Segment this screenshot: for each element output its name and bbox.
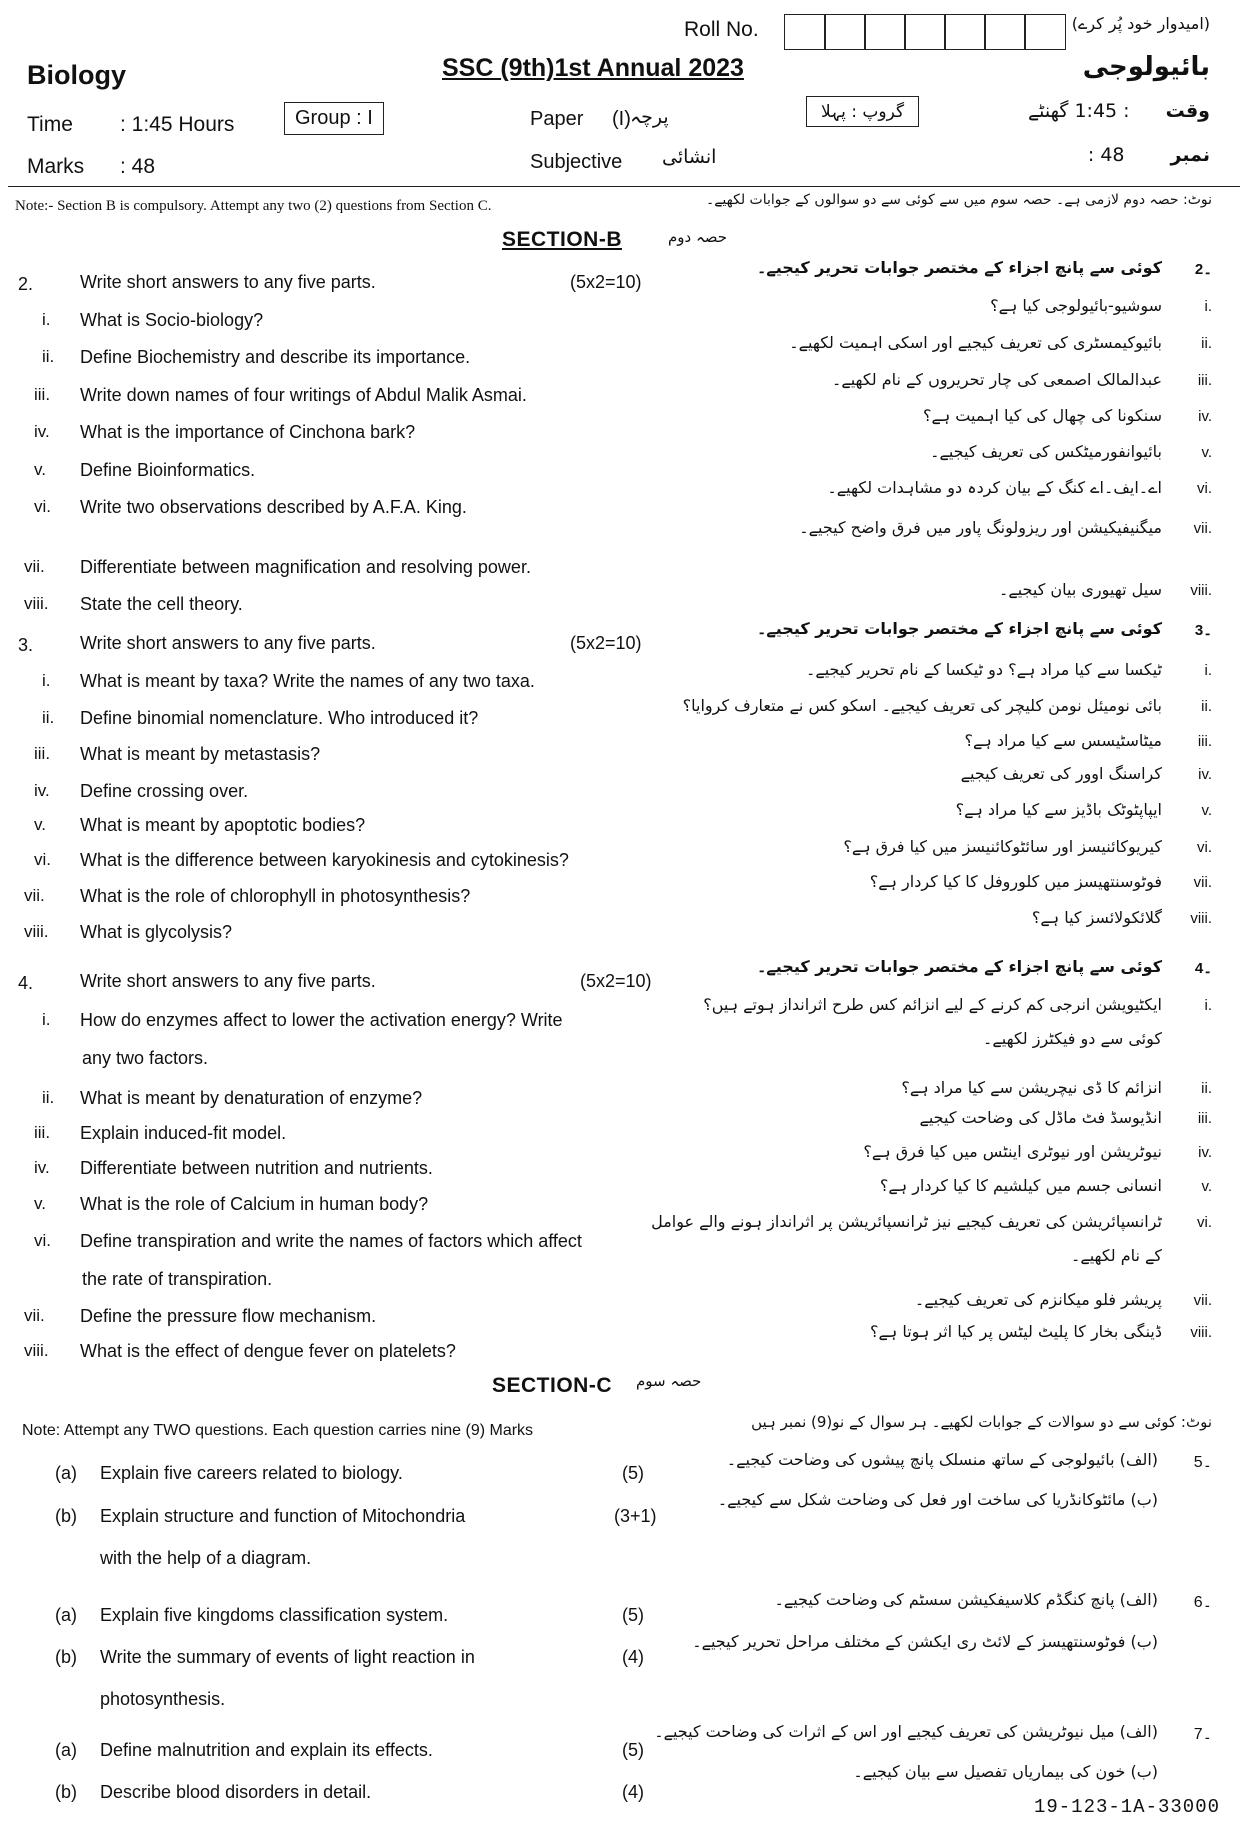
part-text: State the cell theory. xyxy=(80,594,243,614)
part-roman: iii. xyxy=(34,1123,51,1142)
part-label: (a) xyxy=(55,1740,77,1760)
part-roman: vii. xyxy=(24,557,45,576)
part-roman: v. xyxy=(34,460,46,479)
roll-no-cell[interactable] xyxy=(944,14,986,50)
question-instruction: Write short answers to any five parts. xyxy=(80,272,376,292)
time-ur xyxy=(1028,100,1210,122)
part-text-ur: فوٹوسنتھیسز میں کلوروفل کا کیا کردار ہے؟ xyxy=(869,872,1162,891)
part-text-ur: میٹاسٹیسس سے کیا مراد ہے؟ xyxy=(964,731,1162,750)
part-text-ur: اے۔ایف۔اے کنگ کے بیان کردہ دو مشاہدات لکھیے۔ xyxy=(827,478,1162,497)
part-roman-ur: viii. xyxy=(1190,1324,1212,1341)
part-roman: v. xyxy=(34,815,46,834)
roll-no-cell[interactable] xyxy=(984,14,1026,50)
part-text-continued: the rate of transpiration. xyxy=(82,1269,273,1289)
part-roman: ii. xyxy=(42,708,55,727)
question-instruction-ur: کوئی سے پانچ اجزاء کے مختصر جوابات تحریر کیجیے۔ xyxy=(757,619,1162,638)
exam-title: SSC (9th)1st Annual 2023 xyxy=(442,54,744,82)
part-text: What is meant by denaturation of enzyme? xyxy=(80,1088,423,1108)
part-label: (a) xyxy=(55,1605,77,1625)
part-roman-ur: ii. xyxy=(1201,335,1212,352)
time-value: : 1:45 Hours xyxy=(120,113,235,136)
question-instruction-ur: کوئی سے پانچ اجزاء کے مختصر جوابات تحریر کیجیے۔ xyxy=(757,957,1162,976)
part-text-ur-continued: کوئی سے دو فیکٹرز لکھیے۔ xyxy=(982,1029,1162,1048)
part-text: Write two observations described by A.F.A. King. xyxy=(80,497,467,517)
part-roman: i. xyxy=(42,1010,51,1029)
part-roman-ur: v. xyxy=(1201,1178,1212,1195)
part-roman-ur: i. xyxy=(1204,662,1212,679)
roll-no-cell[interactable] xyxy=(784,14,826,50)
part-text-ur: نیوٹریشن اور نیوٹری اینٹس میں کیا فرق ہے؟ xyxy=(863,1142,1162,1161)
part-marks: (3+1) xyxy=(614,1506,657,1526)
part-roman: iii. xyxy=(34,744,51,763)
section-c-title: SECTION-C xyxy=(492,1374,612,1397)
part-text-continued: with the help of a diagram. xyxy=(100,1548,312,1568)
part-text-ur: پریشر فلو میکانزم کی تعریف کیجیے۔ xyxy=(914,1290,1162,1309)
part-roman: vi. xyxy=(34,497,51,516)
part-text: Describe blood disorders in detail. xyxy=(100,1782,372,1802)
time-ur-label: وقت xyxy=(1165,100,1210,122)
marks-ur-label: نمبر xyxy=(1170,144,1210,166)
part-roman-ur: iii. xyxy=(1197,1110,1212,1127)
question-number: 3. xyxy=(18,635,34,655)
part-text-ur: بائیوکیمسٹری کی تعریف کیجیے اور اسکی اہمیت لکھیے۔ xyxy=(789,333,1162,352)
part-label: (b) xyxy=(55,1782,77,1802)
part-text-ur: عبدالمالک اصمعی کی چار تحریروں کے نام لکھیے۔ xyxy=(831,370,1162,389)
group-box-ur: گروپ : پہلا xyxy=(806,96,919,127)
part-text: What is meant by metastasis? xyxy=(80,744,321,764)
part-text: What is the role of chlorophyll in photosynthesis? xyxy=(80,886,471,906)
part-text-ur: انڈیوسڈ فٹ ماڈل کی وضاحت کیجیے xyxy=(919,1108,1162,1127)
part-roman-ur: vi. xyxy=(1197,1214,1212,1231)
part-roman: iv. xyxy=(34,422,50,441)
part-text: Define binomial nomenclature. Who introduced it? xyxy=(80,708,479,728)
part-roman-ur: iii. xyxy=(1197,372,1212,389)
part-text-ur: انزائم کا ڈی نیچریشن سے کیا مراد ہے؟ xyxy=(901,1078,1162,1097)
part-text: Define the pressure flow mechanism. xyxy=(80,1306,377,1326)
question-number-ur: 4۔ xyxy=(1194,960,1212,977)
part-roman-ur: ii. xyxy=(1201,1080,1212,1097)
part-text-ur: سوشیو-بائیولوجی کیا ہے؟ xyxy=(990,296,1162,315)
part-text: Differentiate between magnification and resolving power. xyxy=(80,557,531,577)
part-text: Define transpiration and write the names of factors which affect xyxy=(80,1231,582,1251)
part-label: (b) xyxy=(55,1506,77,1526)
part-text-ur: ڈینگی بخار کا پلیٹ لیٹس پر کیا اثر ہوتا ہے؟ xyxy=(870,1322,1162,1341)
part-roman: ii. xyxy=(42,1088,55,1107)
part-roman-ur: iv. xyxy=(1198,1144,1212,1161)
section-c-note-ur: نوٹ: کوئی سے دو سوالات کے جوابات لکھیے۔ ہر سوال کے نو(9) نمبر ہیں xyxy=(751,1413,1212,1431)
roll-no-cell[interactable] xyxy=(864,14,906,50)
question-number-ur: 2۔ xyxy=(1194,261,1212,278)
part-roman: viii. xyxy=(24,594,49,613)
part-roman-ur: v. xyxy=(1201,802,1212,819)
part-roman-ur: viii. xyxy=(1190,582,1212,599)
part-roman: iv. xyxy=(34,781,50,800)
subjective-label: Subjective xyxy=(530,151,623,173)
question-number-ur: 5۔ xyxy=(1193,1454,1212,1471)
roll-no-cell[interactable] xyxy=(824,14,866,50)
question-marks: (5x2=10) xyxy=(570,633,642,653)
subject-title-ur: بائیولوجی xyxy=(1082,52,1210,82)
part-text-ur: کراسنگ اوور کی تعریف کیجیے xyxy=(960,764,1162,783)
part-text-ur: (الف) میل نیوٹریشن کی تعریف کیجیے اور اس کے اثرات کی وضاحت کیجیے۔ xyxy=(654,1722,1158,1741)
part-text-ur: (ب) خون کی بیماریاں تفصیل سے بیان کیجیے۔ xyxy=(853,1762,1158,1781)
part-text: What is the importance of Cinchona bark? xyxy=(80,422,416,442)
question-number-ur: 3۔ xyxy=(1194,622,1212,639)
marks-value: : 48 xyxy=(120,155,156,178)
part-roman-ur: i. xyxy=(1204,997,1212,1014)
part-roman-ur: v. xyxy=(1201,444,1212,461)
part-roman: iii. xyxy=(34,385,51,404)
part-roman-ur: viii. xyxy=(1190,910,1212,927)
part-marks: (5) xyxy=(622,1740,644,1760)
part-text-ur: ایپاپٹوٹک باڈیز سے کیا مراد ہے؟ xyxy=(955,800,1162,819)
part-text: How do enzymes affect to lower the activation energy? Write xyxy=(80,1010,563,1030)
marks-ur-value: 48 : xyxy=(1087,144,1125,166)
part-marks: (4) xyxy=(622,1782,644,1802)
part-text: Explain structure and function of Mitochondria xyxy=(100,1506,466,1526)
roll-no-cell[interactable] xyxy=(1024,14,1066,50)
part-roman: viii. xyxy=(24,1341,49,1360)
section-c-note: Note: Attempt any TWO questions. Each question carries nine (9) Marks xyxy=(22,1422,534,1439)
roll-no-cell[interactable] xyxy=(904,14,946,50)
part-text-ur: ایکٹیویشن انرجی کم کرنے کے لیے انزائم کس طرح اثرانداز ہوتے ہیں؟ xyxy=(703,995,1162,1014)
part-text-continued: photosynthesis. xyxy=(100,1689,226,1709)
part-text-ur: ٹیکسا سے کیا مراد ہے؟ دو ٹیکسا کے نام تحریر کیجیے۔ xyxy=(805,660,1162,679)
part-roman: ii. xyxy=(42,347,55,366)
header-divider xyxy=(8,186,1240,187)
question-number: 4. xyxy=(18,973,34,993)
part-marks: (5) xyxy=(622,1605,644,1625)
note-ur: نوٹ: حصہ دوم لازمی ہے۔ حصہ سوم میں سے کوئی سے دو سوالوں کے جوابات لکھیے۔ xyxy=(706,192,1212,208)
footer-code: 19-123-1A-33000 xyxy=(1033,1796,1220,1818)
part-roman: vi. xyxy=(34,850,51,869)
part-roman: i. xyxy=(42,310,51,329)
part-text: What is the effect of dengue fever on platelets? xyxy=(80,1341,456,1361)
part-label: (b) xyxy=(55,1647,77,1667)
part-text: What is Socio-biology? xyxy=(80,310,264,330)
part-roman: vii. xyxy=(24,886,45,905)
part-text: What is the difference between karyokinesis and cytokinesis? xyxy=(80,850,569,870)
part-text: Define crossing over. xyxy=(80,781,249,801)
part-label: (a) xyxy=(55,1463,77,1483)
part-text: What is meant by taxa? Write the names of any two taxa. xyxy=(80,671,535,691)
paper-value: (I) xyxy=(612,108,631,130)
part-text: Differentiate between nutrition and nutrients. xyxy=(80,1158,433,1178)
question-instruction: Write short answers to any five parts. xyxy=(80,971,376,991)
part-text: Write the summary of events of light reaction in xyxy=(100,1647,475,1667)
part-text-ur: بائی نومیئل نومن کلیچر کی تعریف کیجیے۔ اسکو کس نے متعارف کروایا؟ xyxy=(682,696,1162,715)
candidate-note-ur: (امیدوار خود پُر کرے) xyxy=(1071,14,1210,33)
part-text: What is glycolysis? xyxy=(80,922,233,942)
part-text-ur: (الف) پانچ کنگڈم کلاسیفکیشن سسٹم کی وضاحت کیجیے۔ xyxy=(774,1590,1158,1609)
part-text-ur: (ب) فوٹوسنتھیسز کے لائٹ ری ایکشن کے مختلف مراحل تحریر کیجیے۔ xyxy=(692,1632,1158,1651)
question-marks: (5x2=10) xyxy=(570,272,642,292)
subject-title: Biology xyxy=(27,60,126,90)
part-marks: (5) xyxy=(622,1463,644,1483)
note-en: Note:- Section B is compulsory. Attempt any two (2) questions from Section C. xyxy=(15,198,492,214)
group-box: Group : I xyxy=(284,102,384,135)
marks-ur xyxy=(1088,144,1210,166)
section-b-title: SECTION-B xyxy=(502,228,622,251)
part-roman: i. xyxy=(42,671,51,690)
part-text: Explain five careers related to biology. xyxy=(100,1463,403,1483)
part-text-ur: گلائکولائسز کیا ہے؟ xyxy=(1031,908,1162,927)
part-roman: vi. xyxy=(34,1231,51,1250)
part-text-ur: سیل تھیوری بیان کیجیے۔ xyxy=(998,580,1162,599)
part-text: Write down names of four writings of Abdul Malik Asmai. xyxy=(80,385,527,405)
part-text-ur: سنکونا کی چھال کی کیا اہمیت ہے؟ xyxy=(922,406,1162,425)
section-b-title-ur: حصہ دوم xyxy=(668,228,728,246)
part-roman: viii. xyxy=(24,922,49,941)
part-text: Define Biochemistry and describe its importance. xyxy=(80,347,471,367)
part-roman-ur: vi. xyxy=(1197,480,1212,497)
part-roman: vii. xyxy=(24,1306,45,1325)
subjective-label-ur: انشائی xyxy=(662,146,717,168)
question-instruction: Write short answers to any five parts. xyxy=(80,633,376,653)
time-label: Time xyxy=(27,113,73,136)
part-roman-ur: vi. xyxy=(1197,839,1212,856)
part-text: What is meant by apoptotic bodies? xyxy=(80,815,366,835)
part-text-ur-continued: کے نام لکھیے۔ xyxy=(1070,1246,1162,1265)
part-text-continued: any two factors. xyxy=(82,1048,209,1068)
part-roman-ur: ii. xyxy=(1201,698,1212,715)
part-roman: iv. xyxy=(34,1158,50,1177)
part-text-ur: بائیوانفورمیٹکس کی تعریف کیجیے۔ xyxy=(930,442,1162,461)
part-marks: (4) xyxy=(622,1647,644,1667)
part-text: What is the role of Calcium in human body? xyxy=(80,1194,429,1214)
question-instruction-ur: کوئی سے پانچ اجزاء کے مختصر جوابات تحریر کیجیے۔ xyxy=(757,258,1162,277)
question-marks: (5x2=10) xyxy=(580,971,652,991)
part-text-ur: (الف) بائیولوجی کے ساتھ منسلک پانچ پیشوں کی وضاحت کیجیے۔ xyxy=(726,1450,1158,1469)
question-number-ur: 6۔ xyxy=(1193,1594,1212,1611)
part-roman-ur: vii. xyxy=(1193,874,1212,891)
roll-no-label: Roll No. xyxy=(684,18,759,41)
part-text: Explain induced-fit model. xyxy=(80,1123,287,1143)
paper-label-ur: پرچہ xyxy=(630,106,669,128)
part-text-ur: میگنیفیکیشن اور ریزولونگ پاور میں فرق واضح کیجیے۔ xyxy=(799,518,1162,537)
part-text-ur: انسانی جسم میں کیلشیم کا کیا کردار ہے؟ xyxy=(879,1176,1162,1195)
time-ur-value: : 1:45 گھنٹے xyxy=(1028,100,1130,122)
part-roman: v. xyxy=(34,1194,46,1213)
part-text-ur: (ب) مائٹوکانڈریا کی ساخت اور فعل کی وضاحت شکل سے کیجیے۔ xyxy=(717,1490,1158,1509)
part-text: Define Bioinformatics. xyxy=(80,460,256,480)
part-roman-ur: vii. xyxy=(1193,520,1212,537)
part-roman-ur: vii. xyxy=(1193,1292,1212,1309)
part-text: Define malnutrition and explain its effects. xyxy=(100,1740,433,1760)
marks-label: Marks xyxy=(27,155,85,178)
part-text-ur: کیریوکائنیسز اور سائٹوکائنیسز میں کیا فرق ہے؟ xyxy=(843,837,1162,856)
part-roman-ur: iv. xyxy=(1198,408,1212,425)
question-number: 2. xyxy=(18,274,34,294)
question-number-ur: 7۔ xyxy=(1193,1726,1212,1743)
part-text-ur: ٹرانسپائریشن کی تعریف کیجیے نیز ٹرانسپائریشن پر اثرانداز ہونے والے عوامل xyxy=(651,1212,1162,1231)
paper-label: Paper xyxy=(530,108,584,130)
part-roman-ur: iv. xyxy=(1198,766,1212,783)
part-text: Explain five kingdoms classification system. xyxy=(100,1605,449,1625)
part-roman-ur: iii. xyxy=(1197,733,1212,750)
section-c-title-ur: حصہ سوم xyxy=(636,1372,702,1390)
part-roman-ur: i. xyxy=(1204,298,1212,315)
